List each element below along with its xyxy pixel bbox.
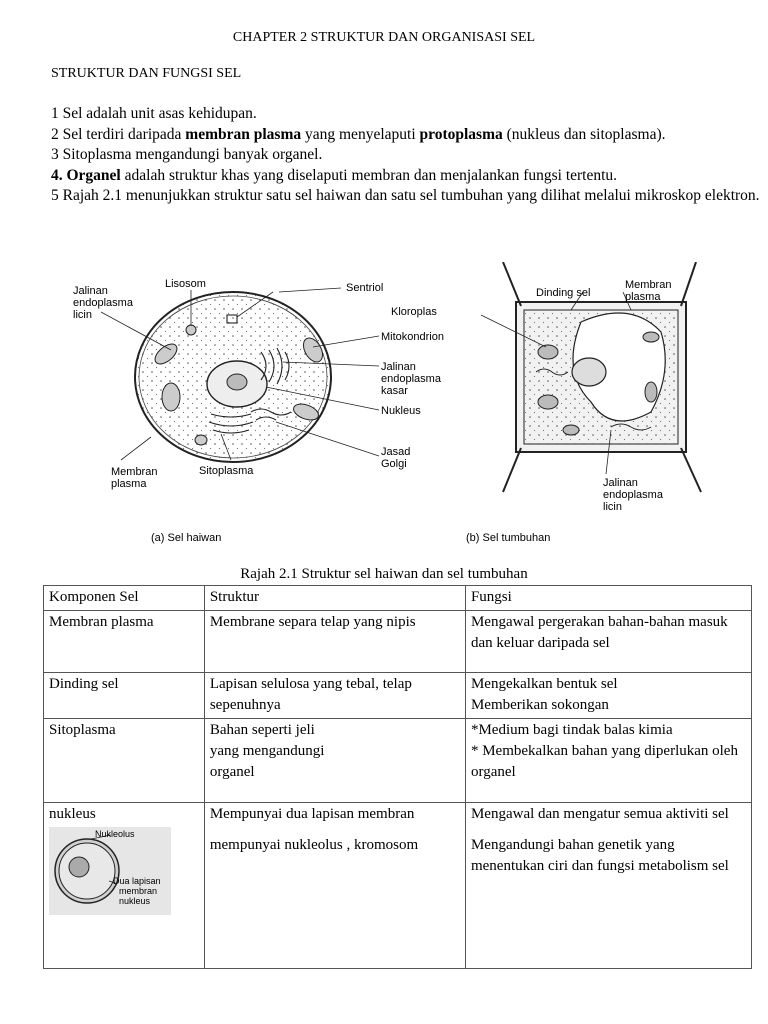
paragraph-4 [51,166,761,187]
table-header-row [44,586,752,611]
label-dua-lapisan-3: nukleus [119,896,151,906]
table-row [44,611,752,673]
label-plant-membran-plasma-1: Membran [625,279,672,291]
paragraph-2-text-c: (nukleus dan sitoplasma). [502,125,666,143]
label-lisosom: Lisosom [165,278,206,290]
table-header: Fungsi [465,586,751,611]
label-nukleolus: Nukleolus [95,829,135,839]
label-dua-lapisan-1: Dua lapisan [113,876,161,886]
section-heading: STRUKTUR DAN FUNGSI SEL [51,66,242,81]
paragraph-5: 5 Rajah 2.1 menunjukkan struktur satu sel haiwan dan satu sel tumbuhan yang dilihat melalui mikroskop elektron. [51,187,760,204]
label-membran-plasma-1: Membran [111,466,158,478]
table-cell: Membrane separa telap yang nipis [204,611,465,673]
figure-caption: Rajah 2.1 Struktur sel haiwan dan sel tumbuhan [240,566,528,582]
figure-caption-b: (b) Sel tumbuhan [466,532,551,544]
animal-cell [101,288,379,462]
paragraph-2 [51,125,761,146]
label-mitokondrion: Mitokondrion [381,331,444,343]
cell-line: * Membekalkan bahan yang diperlukan oleh organel [470,743,738,780]
label-plant-jalinan-1: Jalinan [603,477,638,489]
label-jalinan-licin-3: licin [73,309,92,321]
label-jalinan-licin-1: Jalinan [73,285,108,297]
table-cell: Mengawal pergerakan bahan-bahan masuk dan keluar daripada sel [465,611,751,673]
table-header: Struktur [204,586,465,611]
paragraph-1: 1 Sel adalah unit asas kehidupan. [51,105,257,122]
cell-figure [51,262,721,552]
cell-line: Mengandungi bahan genetik yang menentukan ciri dan fungsi metabolism sel [470,837,729,874]
cell-line: Mengekalkan bentuk sel [470,676,618,692]
label-jasad-golgi-2: Golgi [381,458,407,470]
label-jalinan-kasar-2: endoplasma [381,373,441,385]
label-jalinan-licin-2: endoplasma [73,297,133,309]
label-plant-membran-plasma-2: plasma [625,291,661,303]
cell-line: Memberikan sokongan [470,697,609,713]
figure-caption-a: (a) Sel haiwan [151,532,222,544]
label-jasad-golgi-1: Jasad [381,446,411,458]
label-sentriol: Sentriol [346,282,384,294]
table-cell [204,803,465,969]
cell-line: organel [209,764,255,780]
table-header: Komponen Sel [44,586,205,611]
label-plant-jalinan-2: endoplasma [603,489,663,501]
page-title: CHAPTER 2 STRUKTUR DAN ORGANISASI SEL [232,30,536,45]
table-cell: Sitoplasma [44,719,205,803]
table-row [44,803,752,969]
cell-line: Mempunyai dua lapisan membran [209,806,415,822]
cell-line: mempunyai nukleolus , kromosom [209,837,419,853]
cell-line: nukleus [49,806,96,822]
label-nukleus: Nukleus [381,405,421,417]
cell-diagram [51,262,721,552]
cell-line: Bahan seperti jeli [209,722,315,738]
paragraph-3: 3 Sitoplasma mengandungi banyak organel. [51,146,323,163]
table-cell: Lapisan selulosa yang tebal, telap sepenuhnya [204,673,465,719]
table-cell [465,673,751,719]
cell-line: Mengawal dan mengatur semua aktiviti sel [470,806,729,822]
table-cell [465,719,751,803]
table-row [44,719,752,803]
label-dua-lapisan-2: membran [119,886,158,896]
cell-line: *Medium bagi tindak balas kimia [470,722,673,738]
term-organel: 4. Organel [51,166,121,184]
label-jalinan-kasar-3: kasar [381,385,408,397]
label-membran-plasma-2: plasma [111,478,147,490]
cell-components-table [43,585,752,969]
label-sitoplasma: Sitoplasma [199,465,254,477]
plant-cell [481,262,701,492]
label-kloroplas: Kloroplas [391,306,437,318]
paragraph-2-text-b: yang menyelaputi [301,125,420,143]
table-row [44,673,752,719]
term-membran-plasma: membran plasma [185,125,302,143]
table-cell [44,803,205,969]
table-cell [204,719,465,803]
nucleus-image [49,827,171,915]
table-cell [465,803,751,969]
cell-line: yang mengandungi [209,743,325,759]
paragraph-2-text-a: 2 Sel terdiri daripada [51,125,186,143]
label-plant-jalinan-3: licin [603,501,622,513]
table-cell: Membran plasma [44,611,205,673]
label-jalinan-kasar-1: Jalinan [381,361,416,373]
label-dinding-sel: Dinding sel [536,287,591,299]
intro-paragraphs [51,104,761,207]
paragraph-4-text: adalah struktur khas yang diselaputi membran dan menjalankan fungsi tertentu. [120,166,618,184]
term-protoplasma: protoplasma [419,125,503,143]
table-cell: Dinding sel [44,673,205,719]
